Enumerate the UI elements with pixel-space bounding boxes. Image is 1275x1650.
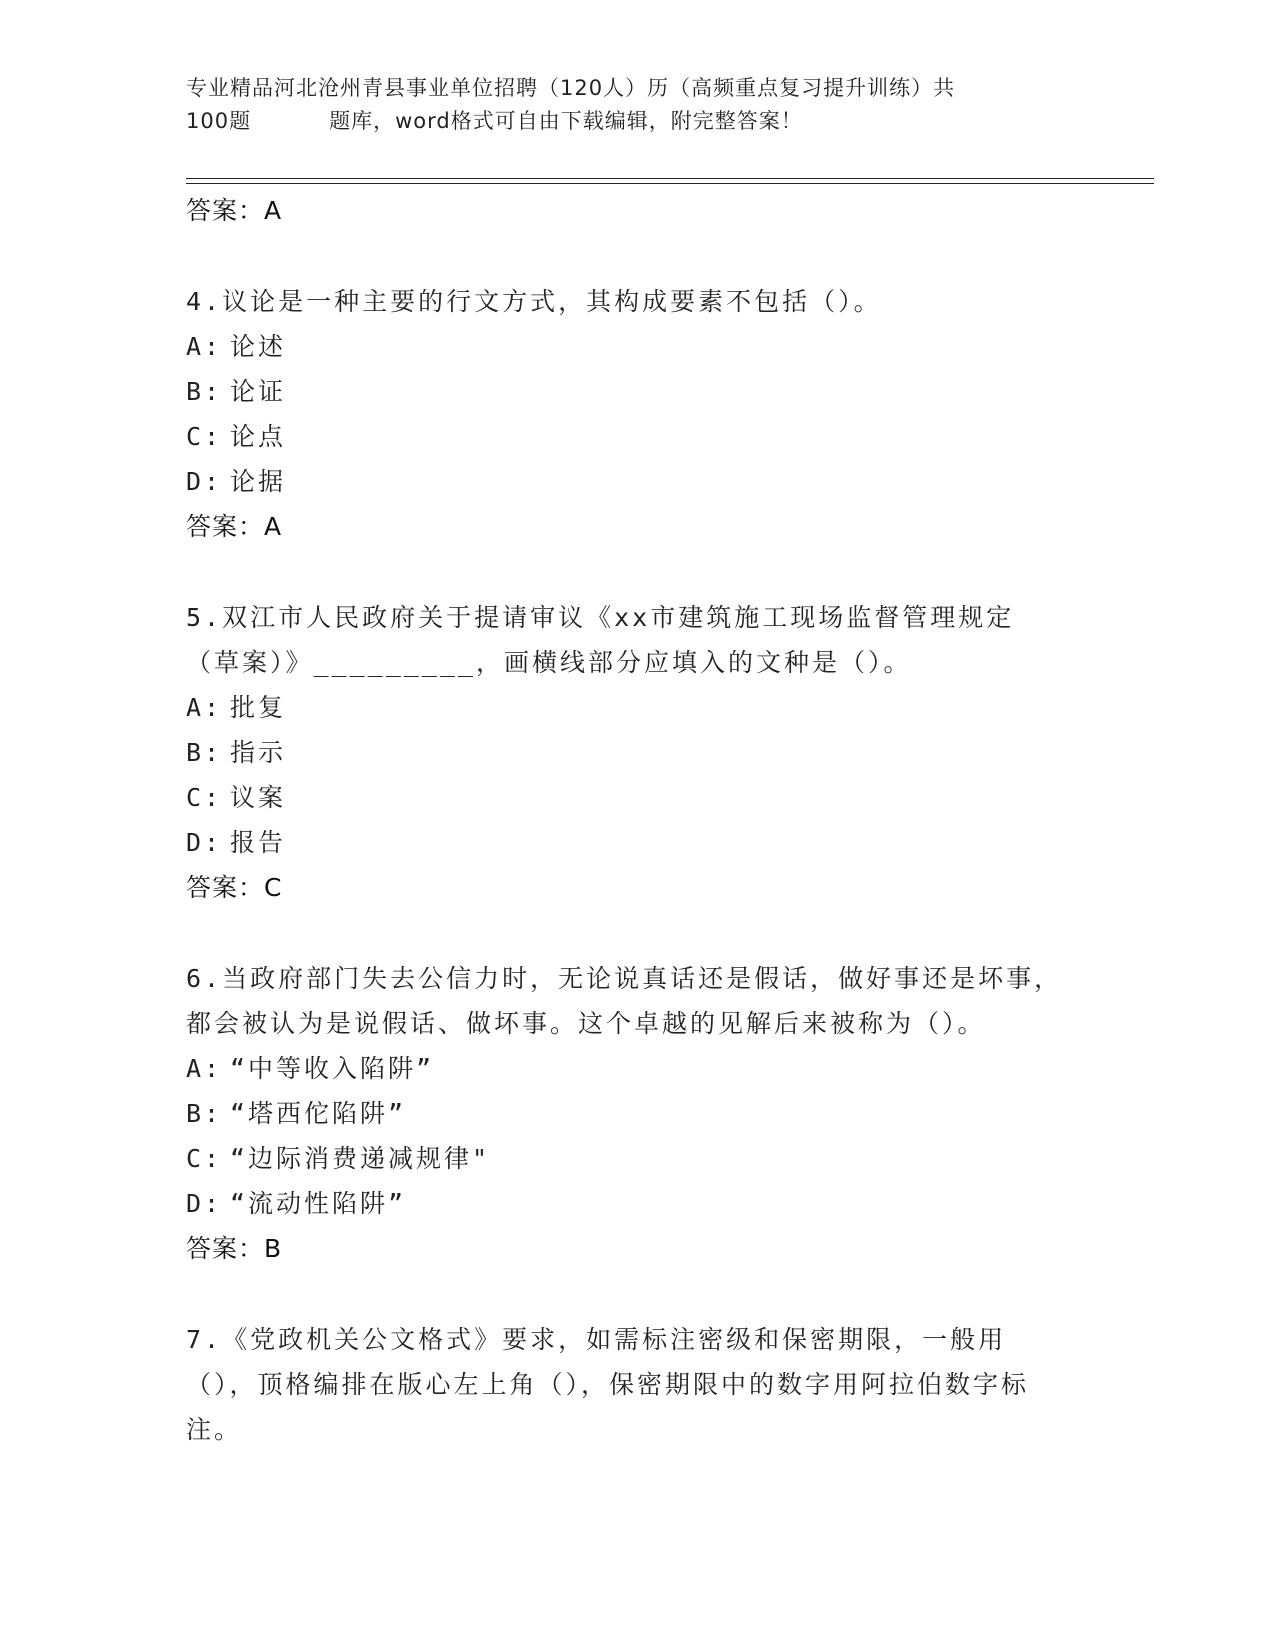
question-6-option-a [186,1046,1086,1091]
option-label: C: [186,1144,223,1173]
option-label: D: [186,1189,223,1218]
question-4-text: 4.议论是一种主要的行文方式，其构成要素不包括（）。 [186,287,882,316]
option-text: “塔西佗陷阱” [230,1099,407,1128]
header-line-1: 专业精品河北沧州青县事业单位招聘（120人）历（高频重点复习提升训练）共 [186,76,956,100]
question-5-option-b [186,730,1086,775]
option-label: D: [186,467,223,496]
question-6-text: 6.当政府部门失去公信力时，无论说真话还是假话，做好事还是坏事，都会被认为是说假话、做坏事。这个卓越的见解后来被称为（）。 [186,964,1063,1038]
question-5-option-c [186,775,1086,820]
option-label: D: [186,828,223,857]
option-text: 论述 [230,332,287,361]
question-4-option-d [186,459,1086,504]
question-5-text: 5.双江市人民政府关于提请审议《xx市建筑施工现场监督管理规定（草案）》_________，画横线部分应填入的文种是（）。 [186,603,1015,677]
option-text: 论点 [230,422,287,451]
option-text: 批复 [230,693,287,722]
question-5-option-d [186,820,1086,865]
option-label: C: [186,783,223,812]
option-label: B: [186,1099,223,1128]
option-label: C: [186,422,223,451]
previous-answer: 答案：A [186,196,283,225]
question-4-option-a [186,324,1086,369]
question-7-text: 7.《党政机关公文格式》要求，如需标注密级和保密期限，一般用（），顶格编排在版心左上角（），保密期限中的数字用阿拉伯数字标注。 [186,1325,1030,1444]
option-label: B: [186,738,223,767]
question-list [186,188,1086,1452]
header-divider-top [186,178,1154,179]
header-line-2-start: 100题 [186,109,252,133]
header-divider-bottom [186,183,1154,184]
option-text: “边际消费递减规律" [230,1144,491,1173]
header-line-2-end: 题库，word格式可自由下载编辑，附完整答案！ [329,109,803,133]
option-text: 指示 [230,738,287,767]
option-label: A: [186,1054,223,1083]
question-4-option-b [186,369,1086,414]
question-6-option-b [186,1091,1086,1136]
option-text: 议案 [230,783,287,812]
page-header [186,72,1066,138]
question-6-option-d [186,1181,1086,1226]
option-text: “中等收入陷阱” [230,1054,435,1083]
option-text: 论证 [230,377,287,406]
question-5-option-a [186,685,1086,730]
question-4-option-c [186,414,1086,459]
question-5-answer: 答案：C [186,873,283,902]
option-label: A: [186,332,223,361]
option-label: A: [186,693,223,722]
option-text: “流动性陷阱” [230,1189,407,1218]
option-text: 论据 [230,467,287,496]
option-text: 报告 [230,828,287,857]
question-6-answer: 答案：B [186,1234,283,1263]
question-6-option-c [186,1136,1086,1181]
question-4-answer: 答案：A [186,512,283,541]
option-label: B: [186,377,223,406]
